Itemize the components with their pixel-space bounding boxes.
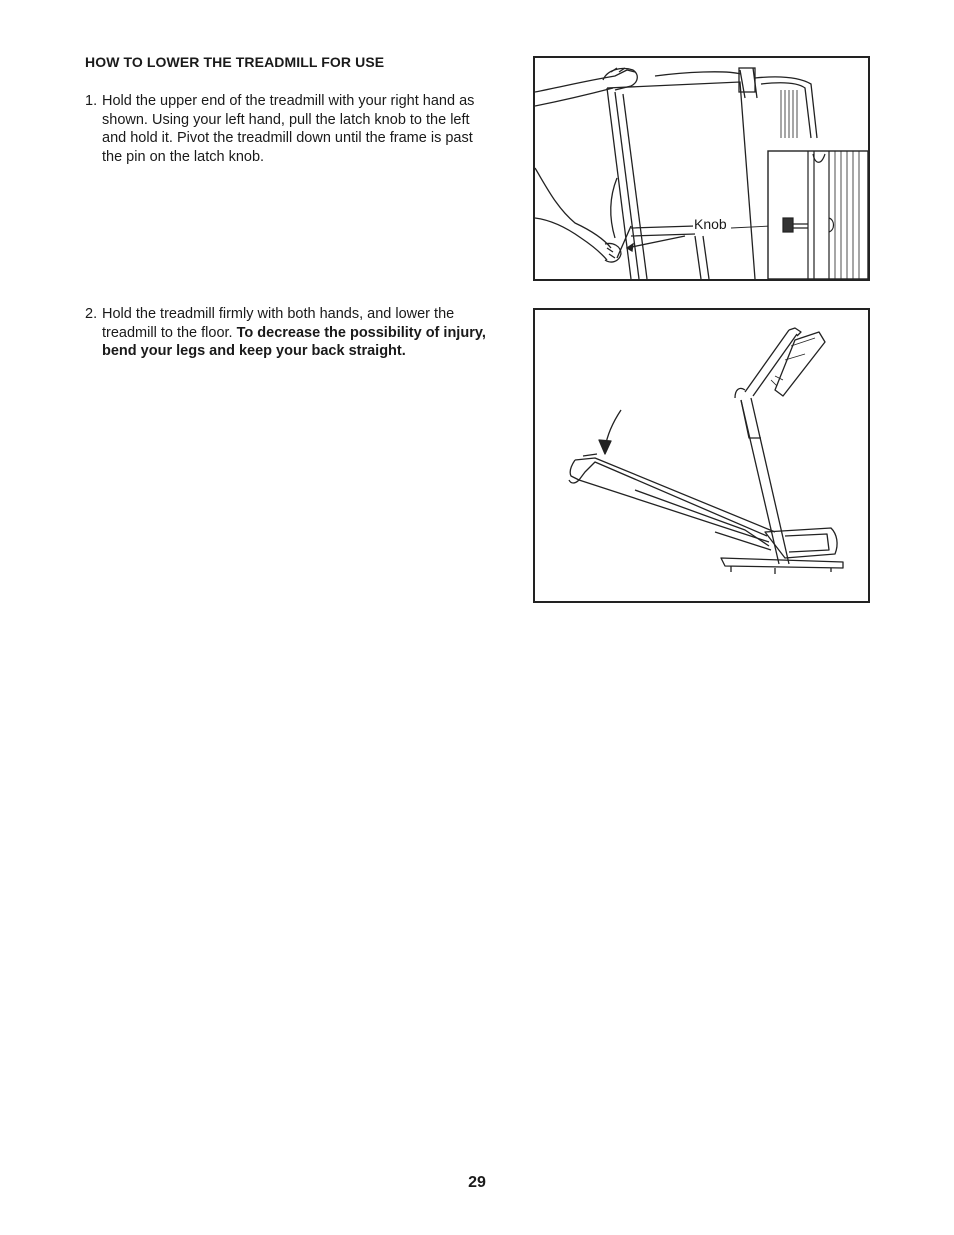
page-number: 29 bbox=[468, 1174, 486, 1191]
step-number: 1. bbox=[85, 93, 98, 109]
safety-warning: To decrease the possibility of injury, bend your legs and keep your back straight. bbox=[102, 324, 486, 359]
knob-callout: Knob bbox=[694, 216, 727, 232]
step-text: Hold the treadmill firmly with both hands, and lower the treadmill to the floor. bbox=[102, 306, 455, 341]
treadmill-lowering-drawing bbox=[535, 310, 868, 601]
section-heading: HOW TO LOWER THE TREADMILL FOR USE bbox=[85, 54, 385, 70]
latch-knob-illustration bbox=[533, 56, 870, 281]
step-text-container bbox=[102, 305, 495, 361]
treadmill-folded-drawing bbox=[535, 58, 868, 279]
instruction-step-1 bbox=[85, 92, 495, 166]
step-text: Hold the upper end of the treadmill with your right hand as shown. Using your left hand, pull the latch knob to the left and hold it. Pivot the treadmill down until the frame is past the pin on the latch knob. bbox=[102, 93, 475, 165]
lowering-treadmill-illustration bbox=[533, 308, 870, 603]
step-number: 2. bbox=[85, 306, 98, 322]
instruction-step-2 bbox=[85, 305, 495, 361]
